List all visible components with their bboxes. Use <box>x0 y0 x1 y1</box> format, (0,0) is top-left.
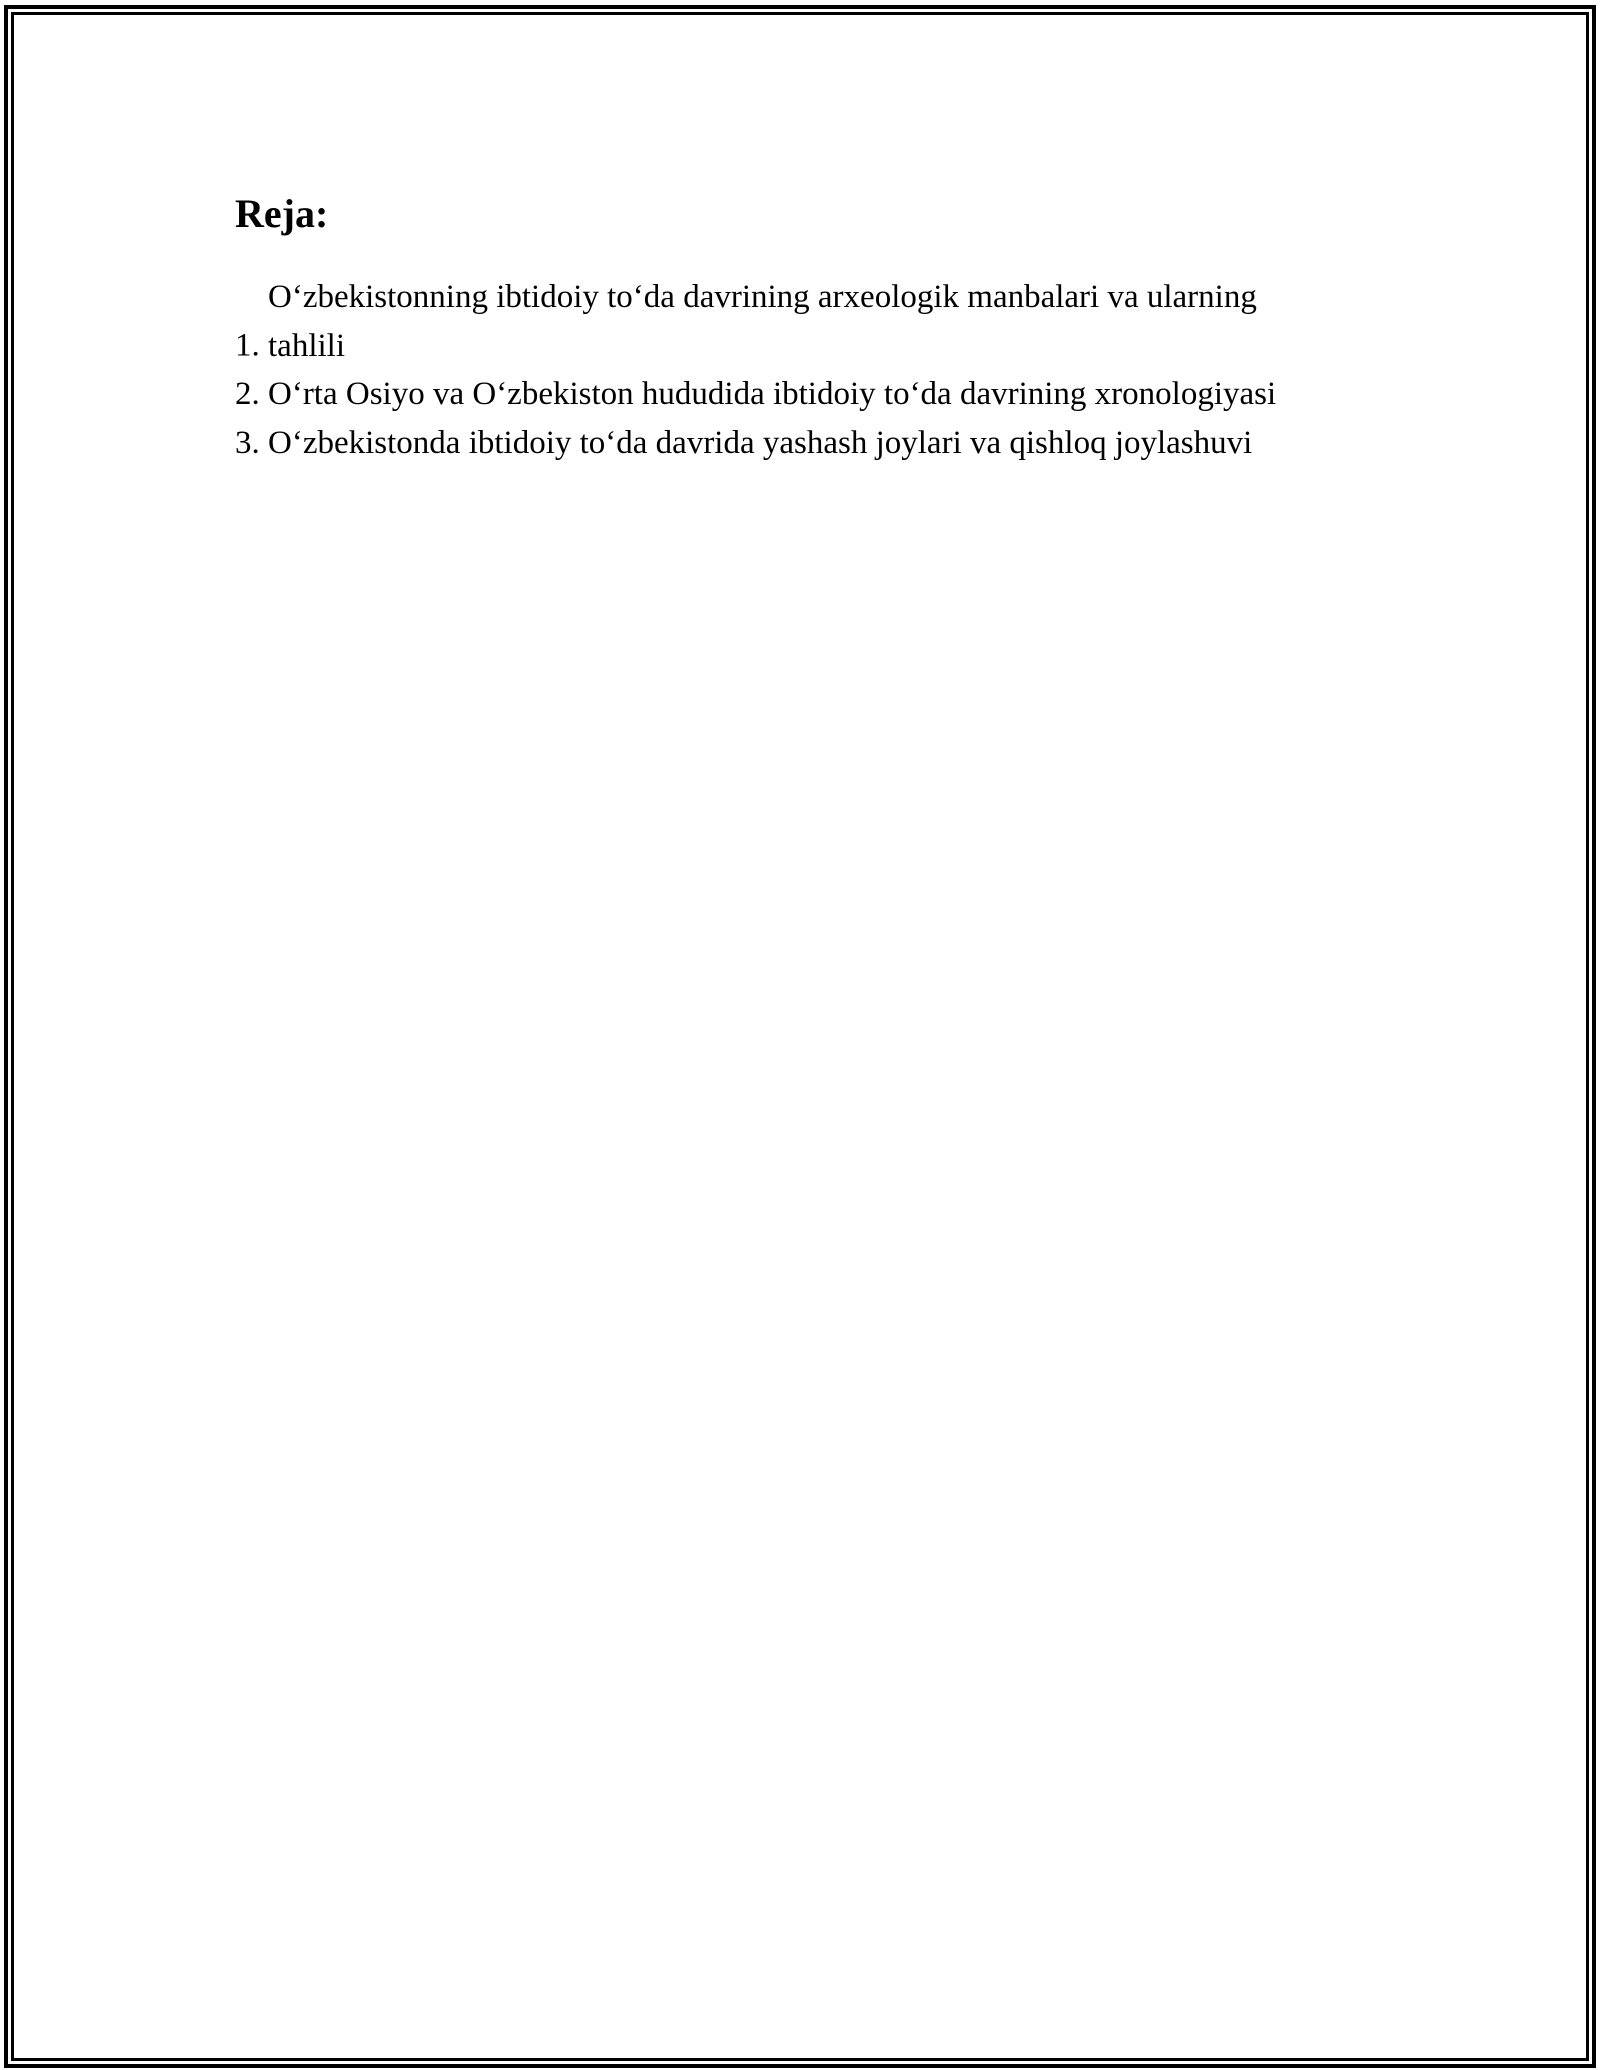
plan-item-number: 2. <box>235 376 260 412</box>
plan-item-number: 1. <box>235 327 260 364</box>
plan-item-number: 3. <box>235 424 260 461</box>
plan-list <box>235 273 1415 467</box>
document-content <box>235 185 1415 467</box>
plan-item-text: O‘rta Osiyo va O‘zbekiston hududida ibtidoiy to‘da davrining xronologiyasi <box>268 376 1277 412</box>
plan-heading: Reja: <box>235 191 329 236</box>
plan-item-text: O‘zbekistonning ibtidoiy to‘da davrining arxeologik manbalari va ularning tahlili <box>268 279 1257 364</box>
plan-item-text: O‘zbekistonda ibtidoiy to‘da davrida yashash joylari va qishloq joylashuvi <box>268 424 1253 461</box>
plan-item-3 <box>235 419 1415 468</box>
plan-item-2 <box>235 370 1415 419</box>
plan-item-1 <box>235 273 1415 370</box>
